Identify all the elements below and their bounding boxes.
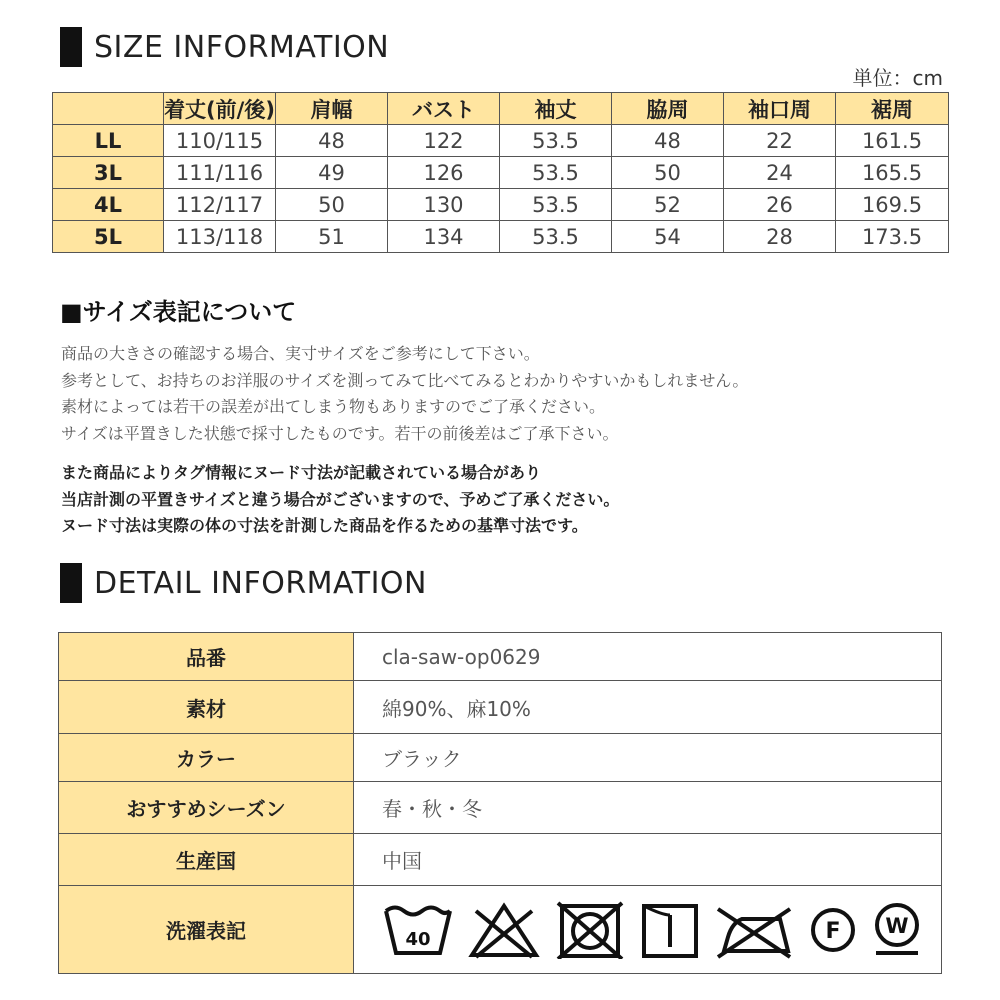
table-cell: 169.5 bbox=[836, 189, 949, 221]
table-cell: 48 bbox=[276, 125, 388, 157]
column-header: バスト bbox=[388, 93, 500, 125]
table-cell: 53.5 bbox=[500, 157, 612, 189]
size-label: 5L bbox=[53, 221, 164, 253]
table-cell: 51 bbox=[276, 221, 388, 253]
column-header: 裾周 bbox=[836, 93, 949, 125]
column-header: 脇周 bbox=[612, 93, 724, 125]
table-cell: 130 bbox=[388, 189, 500, 221]
column-header: 袖丈 bbox=[500, 93, 612, 125]
table-row bbox=[59, 681, 942, 734]
table-cell: 111/116 bbox=[164, 157, 276, 189]
size-table bbox=[52, 92, 949, 253]
detail-label: 品番 bbox=[59, 633, 354, 681]
dry-clean-letter: F bbox=[825, 918, 841, 944]
size-information-title: SIZE INFORMATION bbox=[94, 29, 390, 65]
line-dry-icon bbox=[640, 901, 700, 959]
table-cell: 126 bbox=[388, 157, 500, 189]
table-cell: 112/117 bbox=[164, 189, 276, 221]
detail-table bbox=[58, 632, 942, 974]
table-cell: 49 bbox=[276, 157, 388, 189]
note-line: 素材によっては若干の誤差が出てしまう物もありますのでご了承ください。 bbox=[61, 397, 606, 416]
heading-bar bbox=[60, 563, 82, 603]
wet-clean-letter: W bbox=[885, 913, 909, 938]
detail-value: 中国 bbox=[354, 834, 942, 886]
column-header: 袖口周 bbox=[724, 93, 836, 125]
wash-temp-label: 40 bbox=[405, 928, 431, 950]
detail-information-title: DETAIL INFORMATION bbox=[94, 565, 427, 601]
detail-value: cla-saw-op0629 bbox=[354, 633, 942, 681]
table-cell: 53.5 bbox=[500, 189, 612, 221]
note-line: 参考として、お持ちのお洋服のサイズを測ってみて比べてみるとわかりやすいかもしれません。 bbox=[61, 370, 749, 390]
size-table-corner bbox=[53, 93, 164, 125]
table-cell: 113/118 bbox=[164, 221, 276, 253]
size-notes bbox=[61, 341, 748, 447]
table-cell: 54 bbox=[612, 221, 724, 253]
table-cell: 165.5 bbox=[836, 157, 949, 189]
dry-clean-f-icon bbox=[808, 905, 858, 955]
size-information-heading bbox=[60, 27, 389, 67]
note-bold-line: ヌード寸法は実際の体の寸法を計測した商品を作るための基準寸法です。 bbox=[61, 516, 588, 535]
size-notes-title: ■サイズ表記について bbox=[60, 298, 297, 326]
table-cell: 52 bbox=[612, 189, 724, 221]
table-cell: 110/115 bbox=[164, 125, 276, 157]
heading-bar bbox=[60, 27, 82, 67]
table-row bbox=[59, 834, 942, 886]
column-header: 肩幅 bbox=[276, 93, 388, 125]
table-row bbox=[53, 125, 949, 157]
table-cell: 50 bbox=[276, 189, 388, 221]
detail-information-heading bbox=[60, 563, 427, 603]
column-header: 着丈(前/後) bbox=[164, 93, 276, 125]
size-label: 3L bbox=[53, 157, 164, 189]
table-cell: 48 bbox=[612, 125, 724, 157]
detail-label: 素材 bbox=[59, 681, 354, 734]
detail-label: カラー bbox=[59, 734, 354, 782]
wet-clean-w-icon bbox=[872, 902, 922, 958]
detail-label: 生産国 bbox=[59, 834, 354, 886]
no-bleach-icon bbox=[468, 901, 540, 959]
table-row bbox=[59, 734, 942, 782]
detail-label: おすすめシーズン bbox=[59, 782, 354, 834]
detail-value: 春・秋・冬 bbox=[354, 782, 942, 834]
detail-label: 洗濯表記 bbox=[59, 886, 354, 974]
table-row bbox=[59, 782, 942, 834]
size-label: LL bbox=[53, 125, 164, 157]
note-line: 商品の大きさの確認する場合、実寸サイズをご参考にして下さい。 bbox=[61, 344, 540, 363]
table-row bbox=[59, 633, 942, 681]
table-cell: 53.5 bbox=[500, 221, 612, 253]
table-row bbox=[53, 157, 949, 189]
table-cell: 50 bbox=[612, 157, 724, 189]
wash-40-icon bbox=[382, 901, 454, 959]
note-bold-line: 当店計測の平置きサイズと違う場合がございますので、予めご了承ください。 bbox=[61, 489, 620, 509]
low-iron-icon bbox=[714, 901, 794, 959]
table-cell: 173.5 bbox=[836, 221, 949, 253]
note-bold-line: また商品によりタグ情報にヌード寸法が記載されている場合があり bbox=[61, 463, 542, 482]
table-cell: 26 bbox=[724, 189, 836, 221]
table-cell: 28 bbox=[724, 221, 836, 253]
size-notes-emphasis bbox=[61, 460, 619, 540]
size-table-header bbox=[53, 93, 949, 125]
unit-label: 単位：cm bbox=[852, 66, 943, 90]
table-row bbox=[53, 221, 949, 253]
detail-value: 綿90%、麻10% bbox=[354, 681, 942, 734]
size-label: 4L bbox=[53, 189, 164, 221]
table-cell: 161.5 bbox=[836, 125, 949, 157]
table-cell: 122 bbox=[388, 125, 500, 157]
table-row bbox=[53, 189, 949, 221]
table-row bbox=[59, 886, 942, 974]
table-cell: 22 bbox=[724, 125, 836, 157]
table-cell: 24 bbox=[724, 157, 836, 189]
note-line: サイズは平置きした状態で採寸したものです。若干の前後差はご了承下さい。 bbox=[61, 423, 619, 443]
table-cell: 53.5 bbox=[500, 125, 612, 157]
no-tumble-dry-icon bbox=[554, 901, 626, 959]
table-cell: 134 bbox=[388, 221, 500, 253]
care-symbols bbox=[354, 886, 942, 974]
detail-value: ブラック bbox=[354, 734, 942, 782]
